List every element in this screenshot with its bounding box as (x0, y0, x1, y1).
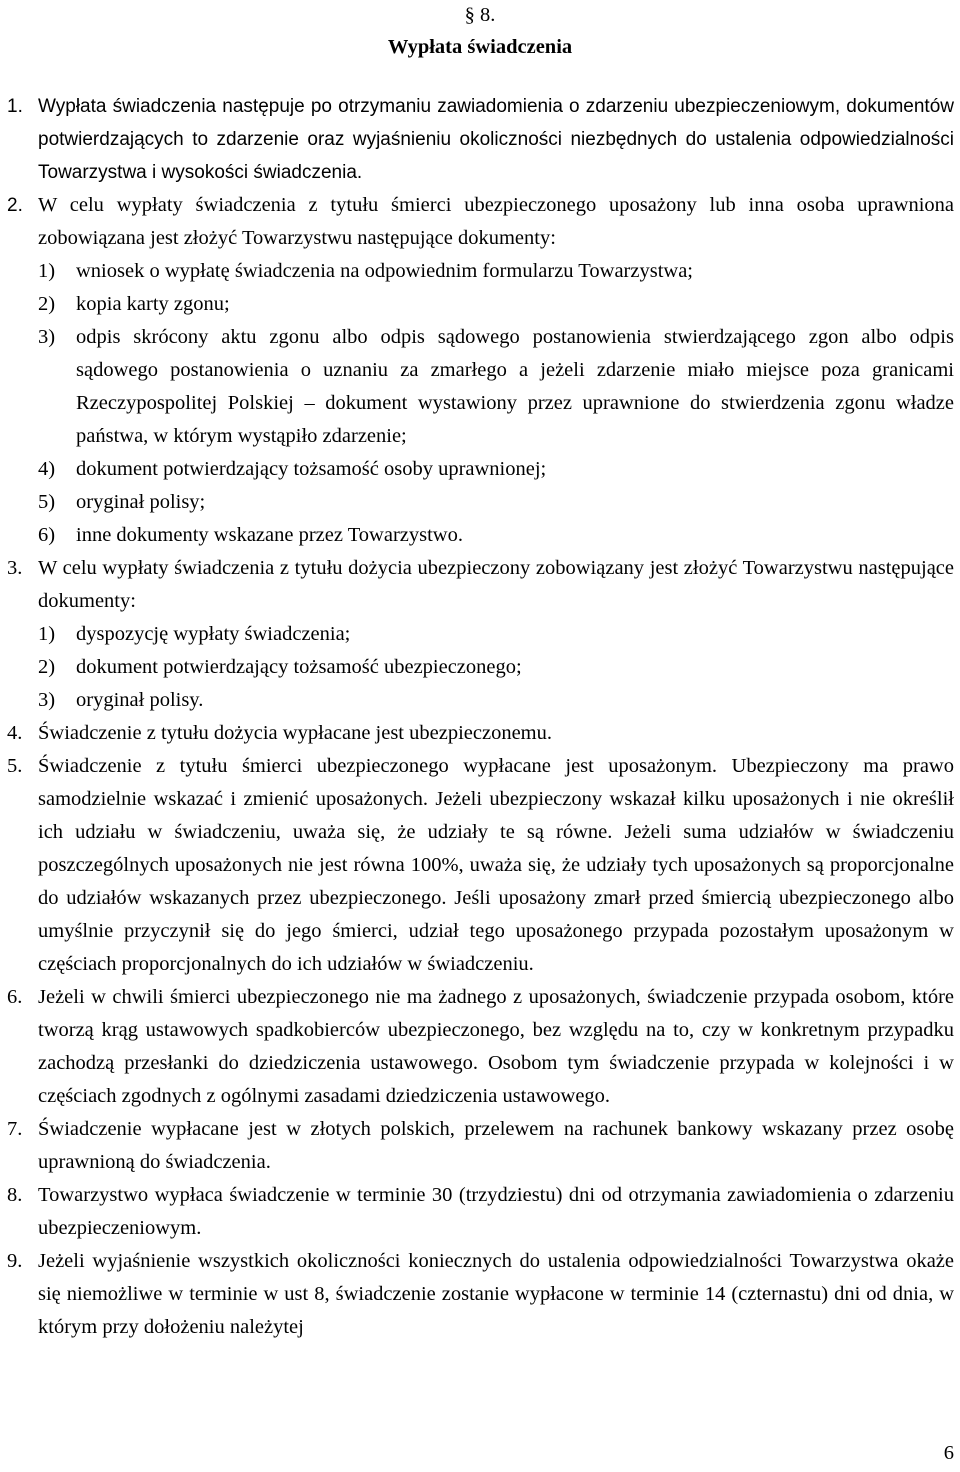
paragraph-text: W celu wypłaty świadczenia z tytułu śmierci ubezpieczonego uposażony lub inna osoba uprawniona zobowiązana jest złożyć Towarzystwu następujące dokumenty: (38, 194, 954, 249)
document-body (0, 90, 960, 1344)
paragraph-number: 5. (7, 755, 23, 777)
paragraph-6 (0, 981, 960, 1113)
paragraph-number: 3. (7, 557, 23, 579)
paragraph-text: W celu wypłaty świadczenia z tytułu dożycia ubezpieczony zobowiązany jest złożyć Towarzystwu następujące dokumenty: (38, 557, 954, 612)
paragraph-number: 1. (7, 96, 23, 117)
list-item-text: dyspozycję wypłaty świadczenia; (76, 623, 351, 645)
list-item-number: 2) (38, 656, 56, 678)
list-item (38, 684, 954, 717)
list-item-text: wniosek o wypłatę świadczenia na odpowiednim formularzu Towarzystwa; (76, 260, 693, 282)
list-item-text: oryginał polisy. (76, 689, 204, 711)
paragraph-9 (0, 1245, 960, 1344)
list-item-number: 5) (38, 491, 56, 513)
paragraph-text: Jeżeli wyjaśnienie wszystkich okoliczności koniecznych do ustalenia odpowiedzialności Towarzystwa okaże się niemożliwe w terminie w ust 8, świadczenie zostanie wypłacone w terminie 14 (czternastu) dni od dnia, w którym przy dołożeniu należytej (38, 1250, 954, 1338)
list-item (38, 453, 954, 486)
list-item-text: odpis skrócony aktu zgonu albo odpis sądowego postanowienia stwierdzającego zgon albo odpis sądowego postanowienia o uznaniu za zmarłego a jeżeli zdarzenie miało miejsce poza granicami Rzeczypospolitej Polskiej – dokument wystawiony przez uprawnione do stwierdzenia zgonu władze państwa, w którym wystąpiło zdarzenie; (76, 326, 954, 447)
page-number: 6 (943, 1442, 954, 1464)
paragraph-text: Świadczenie z tytułu dożycia wypłacane jest ubezpieczonemu. (38, 722, 552, 744)
list-item-number: 1) (38, 260, 56, 282)
list-item-number: 6) (38, 524, 56, 546)
paragraph-8 (0, 1179, 960, 1245)
list-item-number: 2) (38, 293, 56, 315)
paragraph-3 (0, 552, 960, 717)
section-title: Wypłata świadczenia (387, 36, 573, 58)
paragraph-4 (0, 717, 960, 750)
paragraph-number: 4. (7, 722, 23, 744)
list-item (38, 651, 954, 684)
paragraph-7 (0, 1113, 960, 1179)
list-item (38, 288, 954, 321)
list-item-text: oryginał polisy; (76, 491, 206, 513)
list-item (38, 618, 954, 651)
list-item (38, 486, 954, 519)
section-number: § 8. (464, 4, 496, 26)
paragraph-text: Wypłata świadczenia następuje po otrzymaniu zawiadomienia o zdarzeniu ubezpieczeniowym, dokumentów potwierdzających to zdarzenie oraz wyjaśnieniu okoliczności niezbędnych do ustalenia odpowiedzialności Towarzystwa i wysokości świadczenia. (38, 96, 954, 183)
list-item-number: 3) (38, 326, 56, 348)
paragraph-text: Świadczenie wypłacane jest w złotych polskich, przelewem na rachunek bankowy wskazany przez osobę uprawnioną do świadczenia. (38, 1118, 954, 1173)
paragraph-number: 8. (7, 1184, 23, 1206)
list-item-text: dokument potwierdzający tożsamość ubezpieczonego; (76, 656, 522, 678)
list-item-number: 4) (38, 458, 56, 480)
paragraph-number: 9. (7, 1250, 23, 1272)
list-item-text: inne dokumenty wskazane przez Towarzystwo. (76, 524, 463, 546)
list-item-number: 3) (38, 689, 56, 711)
paragraph-number: 7. (7, 1118, 23, 1140)
list-item (38, 321, 954, 453)
paragraph-2 (0, 189, 960, 552)
paragraph-1 (0, 90, 960, 189)
list-item-text: dokument potwierdzający tożsamość osoby uprawnionej; (76, 458, 547, 480)
paragraph-5 (0, 750, 960, 981)
list-item-text: kopia karty zgonu; (76, 293, 230, 315)
paragraph-number: 6. (7, 986, 23, 1008)
paragraph-text: Świadczenie z tytułu śmierci ubezpieczonego wypłacane jest uposażonym. Ubezpieczony ma prawo samodzielnie wskazać i zmienić uposażonych. Jeżeli ubezpieczony wskazał kilku uposażonych i nie określił ich udziału w świadczeniu, uważa się, że udziały te są równe. Jeżeli suma udziałów w świadczeniu poszczególnych uposażonych nie jest równa 100%, uważa się, że udziały tych uposażonych są proporcjonalne do udziałów wskazanych przez ubezpieczonego. Jeśli uposażony zmarł przed śmiercią ubezpieczonego albo umyślnie przyczynił się do jego śmierci, udział tego uposażonego przypada pozostałym uposażonym w częściach proporcjonalnych do ich udziałów w świadczeniu. (38, 755, 954, 975)
list-item-number: 1) (38, 623, 56, 645)
list-item (38, 519, 954, 552)
paragraph-number: 2. (7, 195, 23, 216)
paragraph-text: Towarzystwo wypłaca świadczenie w terminie 30 (trzydziestu) dni od otrzymania zawiadomienia o zdarzeniu ubezpieczeniowym. (38, 1184, 954, 1239)
list-item (38, 255, 954, 288)
paragraph-text: Jeżeli w chwili śmierci ubezpieczonego nie ma żadnego z uposażonych, świadczenie przypada osobom, które tworzą krąg ustawowych spadkobierców ubezpieczonego, bez względu na to, czy w konkretnym przypadku zachodzą przesłanki do dziedziczenia ustawowego. Osobom tym świadczenie przypada w kolejności i w częściach zgodnych z ogólnymi zasadami dziedziczenia ustawowego. (38, 986, 954, 1107)
